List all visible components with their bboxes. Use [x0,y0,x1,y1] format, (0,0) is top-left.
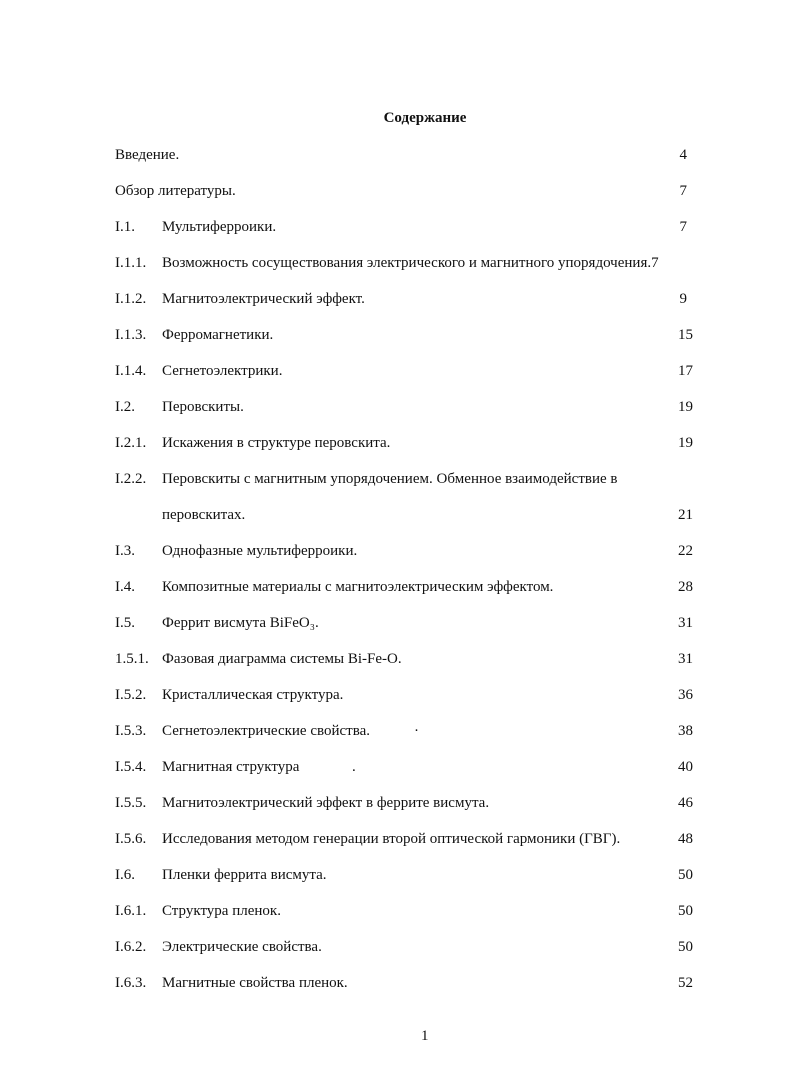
toc-entry[interactable] [115,613,697,649]
toc-entry-text: Однофазные мультиферроики. [162,543,358,559]
toc-entry-text: Структура пленок. [162,903,281,919]
toc-entry-text: Мультиферроики. [162,219,277,235]
toc-entry-page: 38 [678,723,693,739]
toc-entry-page: 52 [678,975,693,991]
toc-entry-number: I.1.1. [115,255,147,271]
toc-entry-number: I.5.6. [115,831,147,847]
toc-entry[interactable] [115,289,697,325]
toc-entry-number: I.4. [115,579,135,595]
toc-entry-number: I.5. [115,615,135,631]
toc-entry-page: 15 [678,327,693,343]
toc-entry[interactable] [115,901,697,937]
page-title: Содержание [383,110,467,126]
toc-entry-page: 31 [678,615,693,631]
toc-entry-text: Фазовая диаграмма системы Bi-Fe-O. [162,651,402,667]
toc-entry-text: Введение. [115,147,180,163]
toc-entry-page: 19 [678,399,693,415]
toc-entry[interactable] [115,793,697,829]
toc-entry-number: I.1.2. [115,291,147,307]
toc-entry-number: I.6.1. [115,903,147,919]
toc-entry-page: 9 [679,291,687,307]
toc-entry-page: 48 [678,831,693,847]
toc-entry[interactable] [115,253,697,289]
toc-entry-introduction[interactable] [115,145,697,181]
toc-entry[interactable] [115,829,697,865]
toc-entry-text: Феррит висмута BiFeO₃. [162,615,319,631]
toc-entry-continuation[interactable] [115,505,697,541]
toc-entry-number: I.1. [115,219,135,235]
toc-entry[interactable] [115,721,697,757]
toc-entry-text: Исследования методом генерации второй оптической гармоники (ГВГ). [162,831,621,847]
toc-entry-text: Обзор литературы. [115,183,236,199]
toc-entry[interactable] [115,469,697,505]
toc-entry-number: I.5.5. [115,795,147,811]
toc-entry-number: I.2. [115,399,135,415]
toc-entry[interactable] [115,973,697,1009]
scan-artifact-dot: · [414,723,419,739]
toc-entry-text: Перовскиты с магнитным упорядочением. Обменное взаимодействие в [162,471,618,487]
toc-entry-number: I.6.3. [115,975,147,991]
toc-entry-number: I.5.4. [115,759,147,775]
toc-entry[interactable] [115,685,697,721]
toc-entry-number: I.1.4. [115,363,147,379]
scan-artifact-dot: . [352,759,356,775]
toc-entry-page: 19 [678,435,693,451]
toc-entry-page: 21 [678,507,693,523]
toc-entry-text: Кристаллическая структура. [162,687,344,703]
toc-entry[interactable] [115,865,697,901]
toc-entry-text: перовскитах. [162,507,246,523]
toc-entry-page: 7 [679,183,687,199]
toc-entry-page: 36 [678,687,693,703]
toc-entry-number: 1.5.1. [115,651,149,667]
toc-entry-text: Сегнетоэлектрические свойства. [162,723,371,739]
toc-entry[interactable] [115,433,697,469]
toc-entry-number: I.2.2. [115,471,147,487]
toc-entry-text: Ферромагнетики. [162,327,274,343]
toc-entry[interactable] [115,361,697,397]
toc-entry-text: Магнитные свойства пленок. [162,975,348,991]
toc-entry-literature-review[interactable] [115,181,697,217]
toc-entry[interactable] [115,577,697,613]
toc-entry-page: 28 [678,579,693,595]
toc-entry-text: Искажения в структуре перовскита. [162,435,391,451]
toc-entry-page: 4 [679,147,687,163]
toc-entry-text: Пленки феррита висмута. [162,867,327,883]
toc-entry-number: I.6.2. [115,939,147,955]
toc-entry-page: 50 [678,903,693,919]
page-number: 1 [421,1028,429,1044]
toc-entry-page: 46 [678,795,693,811]
toc-entry[interactable] [115,649,697,685]
toc-entry-number: I.2.1. [115,435,147,451]
toc-entry-text: Магнитоэлектрический эффект. [162,291,365,307]
toc-entry[interactable] [115,325,697,361]
toc-entry-page: 31 [678,651,693,667]
toc-entry-page: 17 [678,363,693,379]
toc-entry[interactable] [115,757,697,793]
toc-entry-page: 50 [678,939,693,955]
toc-entry-page: 50 [678,867,693,883]
toc-entry[interactable] [115,397,697,433]
toc-entry-text: Магнитная структура [162,759,300,775]
toc-entry-number: I.1.3. [115,327,147,343]
toc-entry[interactable] [115,217,697,253]
toc-entry-number: I.3. [115,543,135,559]
toc-entry-page: 40 [678,759,693,775]
toc-entry-text: Магнитоэлектрический эффект в феррите висмута. [162,795,490,811]
toc-entry-text: Возможность сосуществования электрического и магнитного упорядочения.7 [162,255,659,271]
toc-entry-number: I.6. [115,867,135,883]
toc-entry-text: Электрические свойства. [162,939,322,955]
toc-entry-number: I.5.2. [115,687,147,703]
toc-entry[interactable] [115,541,697,577]
toc-entry-page: 7 [679,219,687,235]
toc-entry-number: I.5.3. [115,723,147,739]
toc-entry-text: Сегнетоэлектрики. [162,363,283,379]
toc-entry-text: Композитные материалы с магнитоэлектрическим эффектом. [162,579,554,595]
toc-entry[interactable] [115,937,697,973]
table-of-contents [115,145,697,1009]
toc-entry-text: Перовскиты. [162,399,244,415]
toc-entry-page: 22 [678,543,693,559]
